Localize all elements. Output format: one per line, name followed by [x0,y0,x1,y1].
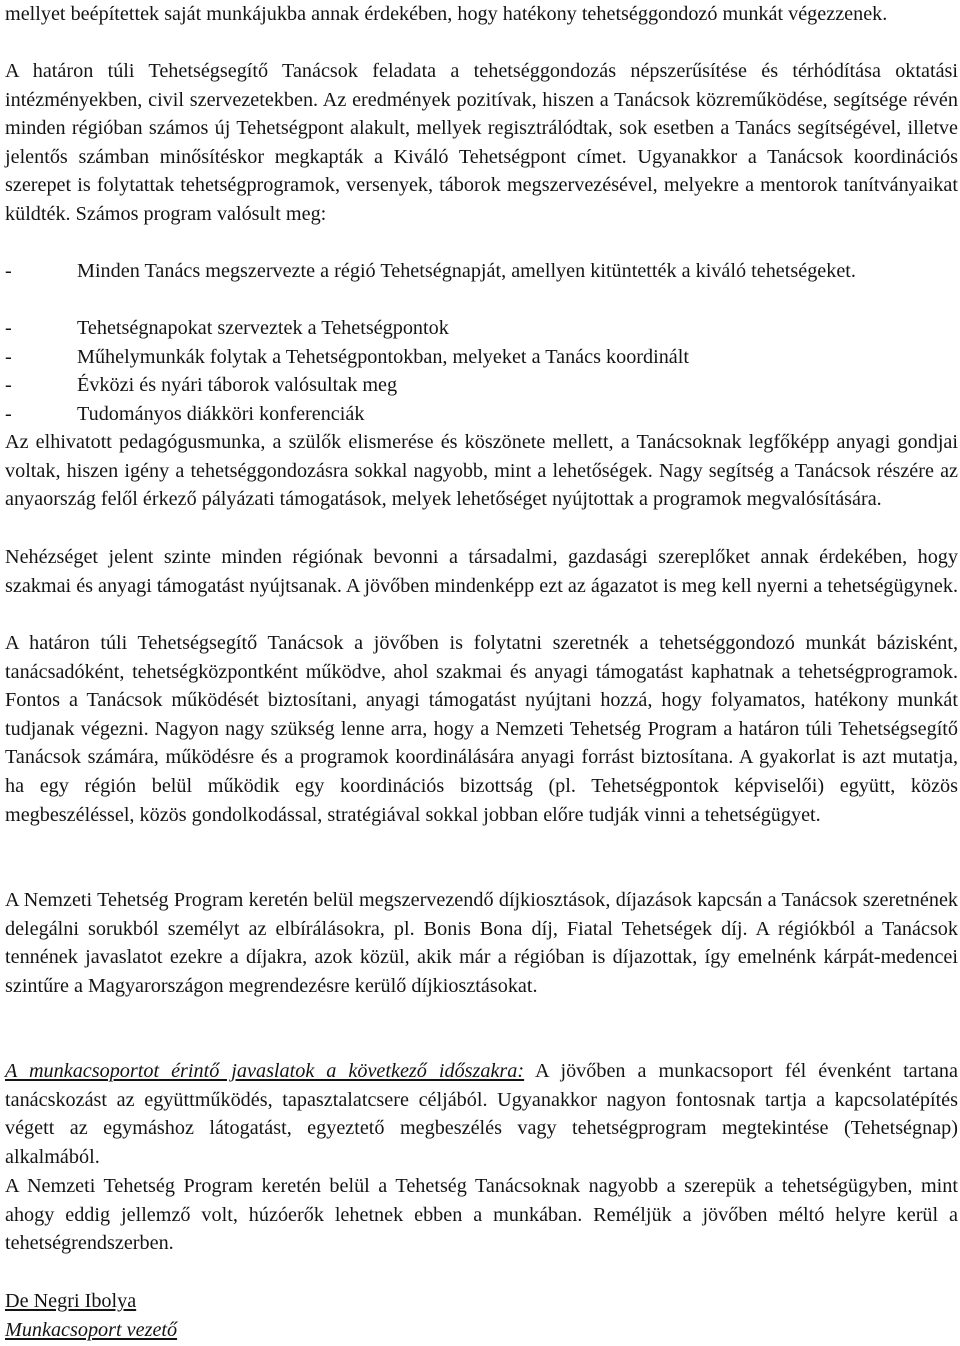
paragraph-difficulties: Nehézséget jelent szinte minden régiónak bevonni a társadalmi, gazdasági szereplőket annak érdekében, hogy szakmai és anyagi támogatást nyújtsanak. A jövőben mindenképp ezt az ágazatot is meg kell nyerni a tehetségügynek. [5,546,959,597]
signature-name: De Negri Ibolya [5,1290,137,1312]
proposals-body: A jövőben a munkacsoport fél évenként tartana tanácskozást az együttműködés, tapasztalatcsere céljából. Ugyanakkor nagyon fontosnak tartja a kapcsolatépítés végett az egymáshoz látogatást, egyeztető megbeszélés vagy tehetségprogram megtekintése (Tehetségnap) alkalmából. [5,1060,958,1168]
list-item: Évközi és nyári táborok valósultak meg [77,374,398,396]
list-item: Tudományos diákköri konferenciák [77,403,365,425]
paragraph-closing: A Nemzeti Tehetség Program keretén belül a Tehetség Tanácsoknak nagyobb a szerepük a tehetségügyben, mint ahogy eddig jellemző volt, húzóerők lehetnek ebben a munkában. Reméljük a jövőben méltó helyre kerül a tehetségrendszerben. [5,1175,958,1255]
paragraph-councils-task: A határon túli Tehetségsegítő Tanácsok feladata a tehetséggondozás népszerűsítése és térhódítása oktatási intézményekben, civil szervezetekben. Az eredmények pozitívak, hiszen a Tanácsok közreműködése, segítsége révén minden régióban számos új Tehetségpont alakult, mellyek regisztrálódtak, sok esetben a Tanács segítségével, illetve jelentős számban minősítéskor megkapták a Kiváló Tehetségpont címet. Ugyanakkor a Tanácsok koordinációs szerepet is folytattak tehetségprogramok, versenyek, táborok megszervezésével, melyekre a mentorok tanítványaikat küldték. Számos program valósult meg: [5,60,958,225]
paragraph-funding: Az elhivatott pedagógusmunka, a szülők elismerése és köszönete mellett, a Tanácsoknak legfőképp anyagi gondjai voltak, hiszen igény a tehetséggondozásra sokkal nagyobb, mint a lehetőségek. Nagy segítség a Tanácsok részére az anyaország felől érkező pályázati támogatások, melyek lehetőséget nyújtottak a programok megvalósítására. [5,431,958,511]
list-item: Műhelymunkák folytak a Tehetségpontokban, melyeket a Tanács koordinált [77,346,689,368]
bullet-marker: - [5,260,12,282]
list-item: Tehetségnapokat szerveztek a Tehetségpontok [77,317,449,339]
bullet-marker: - [5,403,12,425]
signature-role: Munkacsoport vezető [5,1319,178,1341]
bullet-marker: - [5,346,12,368]
list-item: Minden Tanács megszervezte a régió Tehetségnapját, amellyen kitüntették a kiváló tehetségeket. [77,260,856,282]
paragraph-awards: A Nemzeti Tehetség Program keretén belül megszervezendő díjkiosztások, díjazások kapcsán a Tanácsok szeretnének delegálni sorukból személyt az elbírálásokra, pl. Bonis Bona díj, Fiatal Tehetségek díj. A régiókból a Tanácsok tennének javaslatot ezekre a díjakra, azok közül, akik már a régióban is díjazottak, így emelnénk kárpát-medencei szintűre a Magyarországon megrendezésre kerülő díjkiosztásokat. [5,889,958,997]
proposals-heading: A munkacsoportot érintő javaslatok a következő időszakra: [5,1060,525,1082]
paragraph-intro: mellyet beépítettek saját munkájukba annak érdekében, hogy hatékony tehetséggondozó munkát végezzenek. [5,3,888,25]
paragraph-proposals [5,1057,958,1171]
paragraph-future: A határon túli Tehetségsegítő Tanácsok a jövőben is folytatni szeretnék a tehetséggondozó munkát bázisként, tanácsadóként, tehetségközpontként működve, ahol szakmai és anyagi támogatást kaphatnak a tehetségprogramok. Fontos a Tanácsok működését biztosítani, anyagi támogatást nyújtani hozzá, hogy folyamatos, hatékony munkát tudjanak végezni. Nagyon nagy szükség lenne arra, hogy a Nemzeti Tehetség Program a határon túli Tehetségsegítő Tanácsok számára, működésre és a programok koordinálására anyagi forrást biztosítana. A gyakorlat is azt mutatja, ha egy régión belül működik egy koordinációs bizottság (pl. Tehetségpontok képviselői) együtt, közös megbeszéléssel, közös gondolkodással, stratégiával sokkal jobban előre tudják vinni a tehetségügyet. [5,632,958,826]
bullet-marker: - [5,374,12,396]
bullet-marker: - [5,317,12,339]
